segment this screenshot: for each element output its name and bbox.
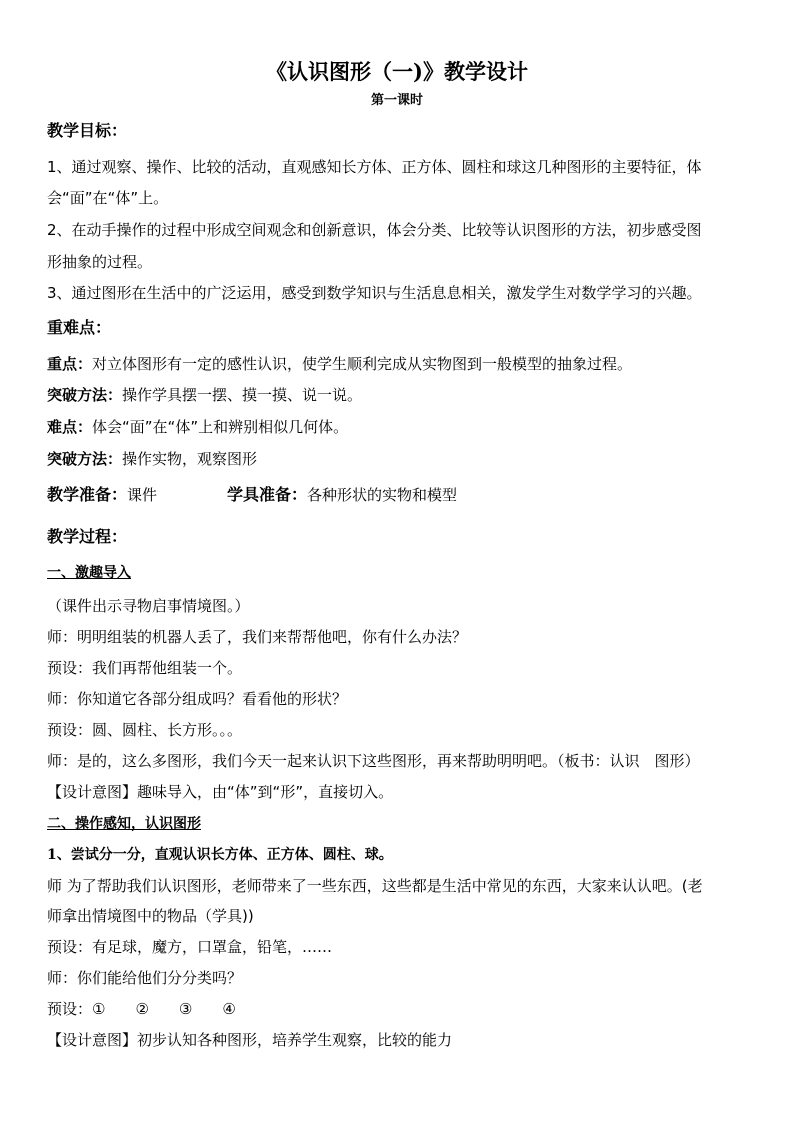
page-title: 《认识图形（一)》教学设计 (266, 59, 528, 84)
section2-line: 预设：① ② ③ ④ (47, 1000, 236, 1018)
prep-student-text: 各种形状的实物和模型 (307, 486, 458, 504)
prep-teacher-label: 教学准备： (47, 485, 128, 504)
section1-line: 师：是的，这么多图形，我们今天一起来认识下这些图形，再来帮助明明吧。（板书：认识 图形） (47, 752, 700, 770)
goal-line: 形抽象的过程。 (47, 253, 153, 271)
section2-line: 【设计意图】初步认知各种图形，培养学生观察，比较的能力 (47, 1031, 453, 1049)
page-subtitle: 第一课时 (370, 93, 423, 108)
method2-label: 突破方法： (47, 450, 123, 468)
goal-line: 3、通过图形在生活中的广泛运用，感受到数学知识与生活息息相关，激发学生对数学学习的兴趣。 (47, 284, 702, 302)
method1-label: 突破方法： (47, 386, 123, 404)
section2-line: 预设：有足球，魔方，口罩盒，铅笔，…… (47, 938, 333, 956)
method2-line (47, 449, 257, 469)
difficulty-label: 难点： (47, 418, 93, 436)
key-point-line (47, 354, 632, 374)
prep-teacher-text: 课件 (127, 486, 158, 504)
prep-student-label: 学具准备： (227, 485, 308, 504)
section2-heading: 二、操作感知，认识图形 (47, 816, 201, 832)
method2-text: 操作实物，观察图形 (122, 450, 258, 468)
section2-line: 师：你们能给他们分分类吗？ (47, 969, 243, 987)
section2-line: 师拿出情境图中的物品（学具)) (47, 907, 254, 925)
section1-line: 【设计意图】趣味导入，由“体”到“形”，直接切入。 (47, 783, 394, 801)
section1-line: 预设：我们再帮他组装一个。 (47, 659, 243, 677)
goal-line: 2、在动手操作的过程中形成空间观念和创新意识，体会分类、比较等认识图形的方法，初步感受图 (47, 221, 702, 239)
section1-line: 预设：圆、圆柱、长方形。。。 (47, 721, 243, 739)
method1-line (47, 385, 362, 405)
difficulty-text: 体会“面”在“体”上和辨别相似几何体。 (92, 418, 349, 436)
difficulty-line (47, 417, 348, 437)
section1-line: （课件出示寻物启事情境图。） (47, 597, 250, 615)
process-heading: 教学过程： (47, 527, 128, 546)
key-point-text: 对立体图形有一定的感性认识，使学生顺利完成从实物图到一般模型的抽象过程。 (92, 355, 633, 373)
key-heading: 重难点： (47, 318, 112, 337)
goals-heading: 教学目标： (47, 121, 128, 140)
goal-line: 1、通过观察、操作、比较的活动，直观感知长方体、正方体、圆柱和球这几种图形的主要特征，体 (47, 158, 702, 176)
section2-line: 师 为了帮助我们认识图形，老师带来了一些东西，这些都是生活中常见的东西，大家来认认吧。(老 (47, 877, 703, 895)
method1-text: 操作学具摆一摆、摸一摸、说一说。 (122, 386, 363, 404)
preparation-line (47, 485, 457, 505)
section1-heading: 一、激趣导入 (47, 565, 131, 581)
section1-line: 师：明明组装的机器人丢了，我们来帮帮他吧，你有什么办法？ (47, 628, 468, 646)
section2-subheading: 1、尝试分一分，直观认识长方体、正方体、圆柱、球。 (47, 847, 393, 863)
goal-line: 会“面”在“体”上。 (47, 189, 169, 207)
section1-line: 师：你知道它各部分组成吗？看看他的形状？ (47, 690, 348, 708)
key-point-label: 重点： (47, 355, 93, 373)
